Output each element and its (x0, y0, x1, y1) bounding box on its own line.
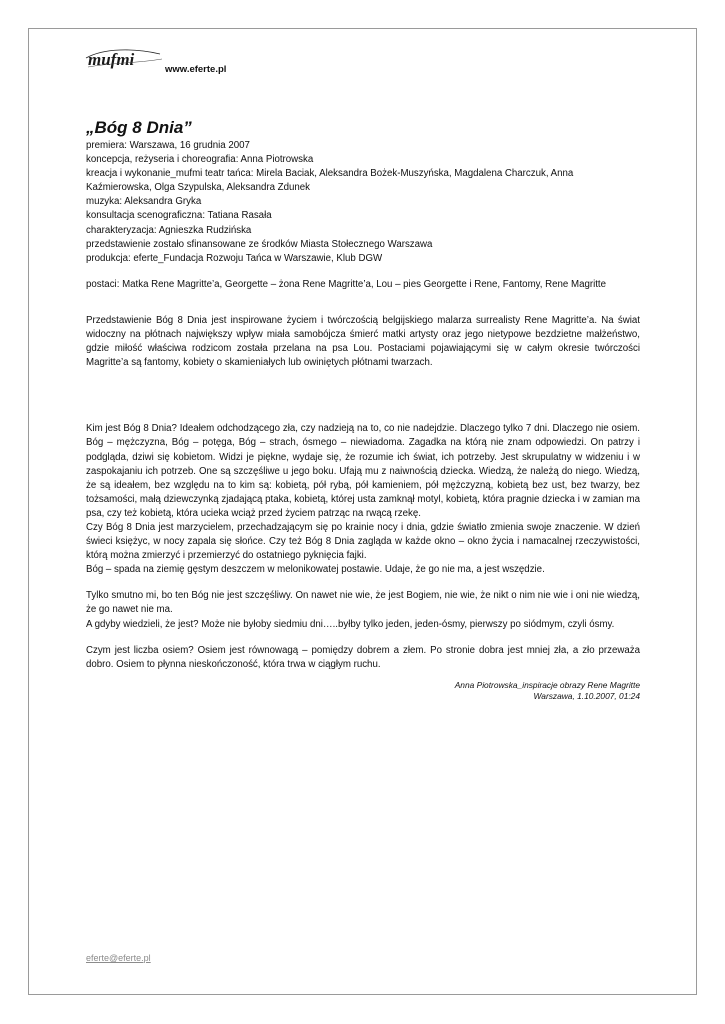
characters-line: postaci: Matka Rene Magritte’a, Georgette – żona Rene Magritte’a, Lou – pies Georgette i Rene, Fantomy, Rene Magritte (86, 278, 606, 290)
body-paragraph-5: A gdyby wiedzieli, że jest? Może nie byłoby siedmiu dni…..byłby tylko jeden, jeden-ósmy, pierwszy po siódmym, czyli ósmy. (86, 618, 615, 630)
credit-funding: przedstawienie zostało sfinansowane ze środków Miasta Stołecznego Warszawa (86, 238, 433, 250)
svg-text:mufmi: mufmi (88, 50, 135, 69)
footer-email-link[interactable]: eferte@eferte.pl (86, 953, 151, 963)
body-paragraph-3: Bóg – spada na ziemię gęstym deszczem w melonikowatej postawie. Udaje, że go nie ma, a jest wszędzie. (86, 564, 545, 576)
body-paragraph-4: Tylko smutno mi, bo ten Bóg nie jest szczęśliwy. On nawet nie wie, że jest Bogiem, nie wie, że nikt o nim nie wie i oni nie wiedzą, że go nawet nie ma. (86, 590, 640, 616)
credit-premiere: premiera: Warszawa, 16 grudnia 2007 (86, 140, 250, 151)
body-paragraph-1: Kim jest Bóg 8 Dnia? Ideałem odchodzącego zła, czy nadzieją na to, co nie nadejdzie. Dlaczego tylko 7 dni. Dlaczego nie osiem. Bóg – mężczyzna, Bóg – potęga, Bóg – strach, ósmego – niewiadoma. Zagadka na którą nie znam odpowiedzi. On patrzy i podgląda, dziwi się kobietom. Widzi je piękne, wydaje się, że rozumie ich świat, ich potrzeby. Jest skrupulatny w widzeniu i w zaspokajaniu ich potrzeb. One są szczęśliwe u jego boku. Ufają mu z naiwnością dziecka. Wiedzą, że należą do niego. Wiedzą, że są ideałem, bez względu na to kim są: kobietą, pół rybą, pół kamieniem, pół mężczyzną, kobietą bez ust, bez twarzy, bez tożsamości, małą dziewczynką zjadającą ptaka, kobietą, której usta zamknął motyl, kobietą, która pragnie dziecka i w zamian ma psa, czy też kobietą, która ucieka wciąż przed życiem patrząc na rwącą rzekę. (86, 423, 640, 519)
signature-author: Anna Piotrowska_inspiracje obrazy Rene Magritte (454, 679, 640, 690)
site-url: www.eferte.pl (165, 64, 227, 75)
credit-makeup: charakteryzacja: Agnieszka Rudzińska (86, 224, 252, 236)
intro-paragraph: Przedstawienie Bóg 8 Dnia jest inspirowane życiem i twórczością belgijskiego malarza surrealisty Rene Magritte’a. Na świat widoczny na płótnach największy wpływ miała samobójcza śmierć matki artysty oraz jego nietypowe bezdzietne małżeństwo, gdzie miłość właściwa rodzicom została przelana na psa Lou. Postaciami pojawiającymi się w całym okresie twórczości Magritte’a są fantomy, kobiety o skamieniałych lub owiniętych płótnami twarzach. (86, 314, 640, 369)
credit-cast: kreacja i wykonanie_mufmi teatr tańca: Mirela Baciak, Aleksandra Bożek-Muszyńska, Magdalena Charczuk, Anna Kaźmierowska, Olga Szypulska, Aleksandra Zdunek (86, 168, 574, 194)
credit-scenography: konsultacja scenograficzna: Tatiana Rasała (86, 210, 272, 222)
body-paragraph-6: Czym jest liczba osiem? Osiem jest równowagą – pomiędzy dobrem a złem. Po stronie dobra jest mniej zła, a zło przeważa dobro. Osiem to płynna nieskończoność, która trwa w ciągłym ruchu. (86, 644, 640, 670)
document-body (86, 118, 640, 702)
credit-music: muzyka: Aleksandra Gryka (86, 196, 202, 208)
signature-date: Warszawa, 1.10.2007, 01:24 (533, 690, 640, 701)
credit-production: produkcja: eferte_Fundacja Rozwoju Tańca w Warszawie, Klub DGW (86, 252, 383, 264)
body-paragraph-2: Czy Bóg 8 Dnia jest marzycielem, przechadzającym się po krainie nocy i dnia, gdzie światło zmienia swoje znaczenie. W dzień świeci księżyc, w nocy zapala się słońce. Czy też Bóg 8 Dnia zagląda w każde okno – okno życia i namacalnej rzeczywistości, którą można zmierzyć i przemierzyć do ostatniego pyknięcia fajki. (86, 521, 640, 562)
document-title: „Bóg 8 Dnia” (86, 118, 192, 137)
signature (86, 680, 640, 702)
credit-concept: koncepcja, reżyseria i choreografia: Anna Piotrowska (86, 154, 314, 166)
mufmi-logo (84, 44, 164, 70)
